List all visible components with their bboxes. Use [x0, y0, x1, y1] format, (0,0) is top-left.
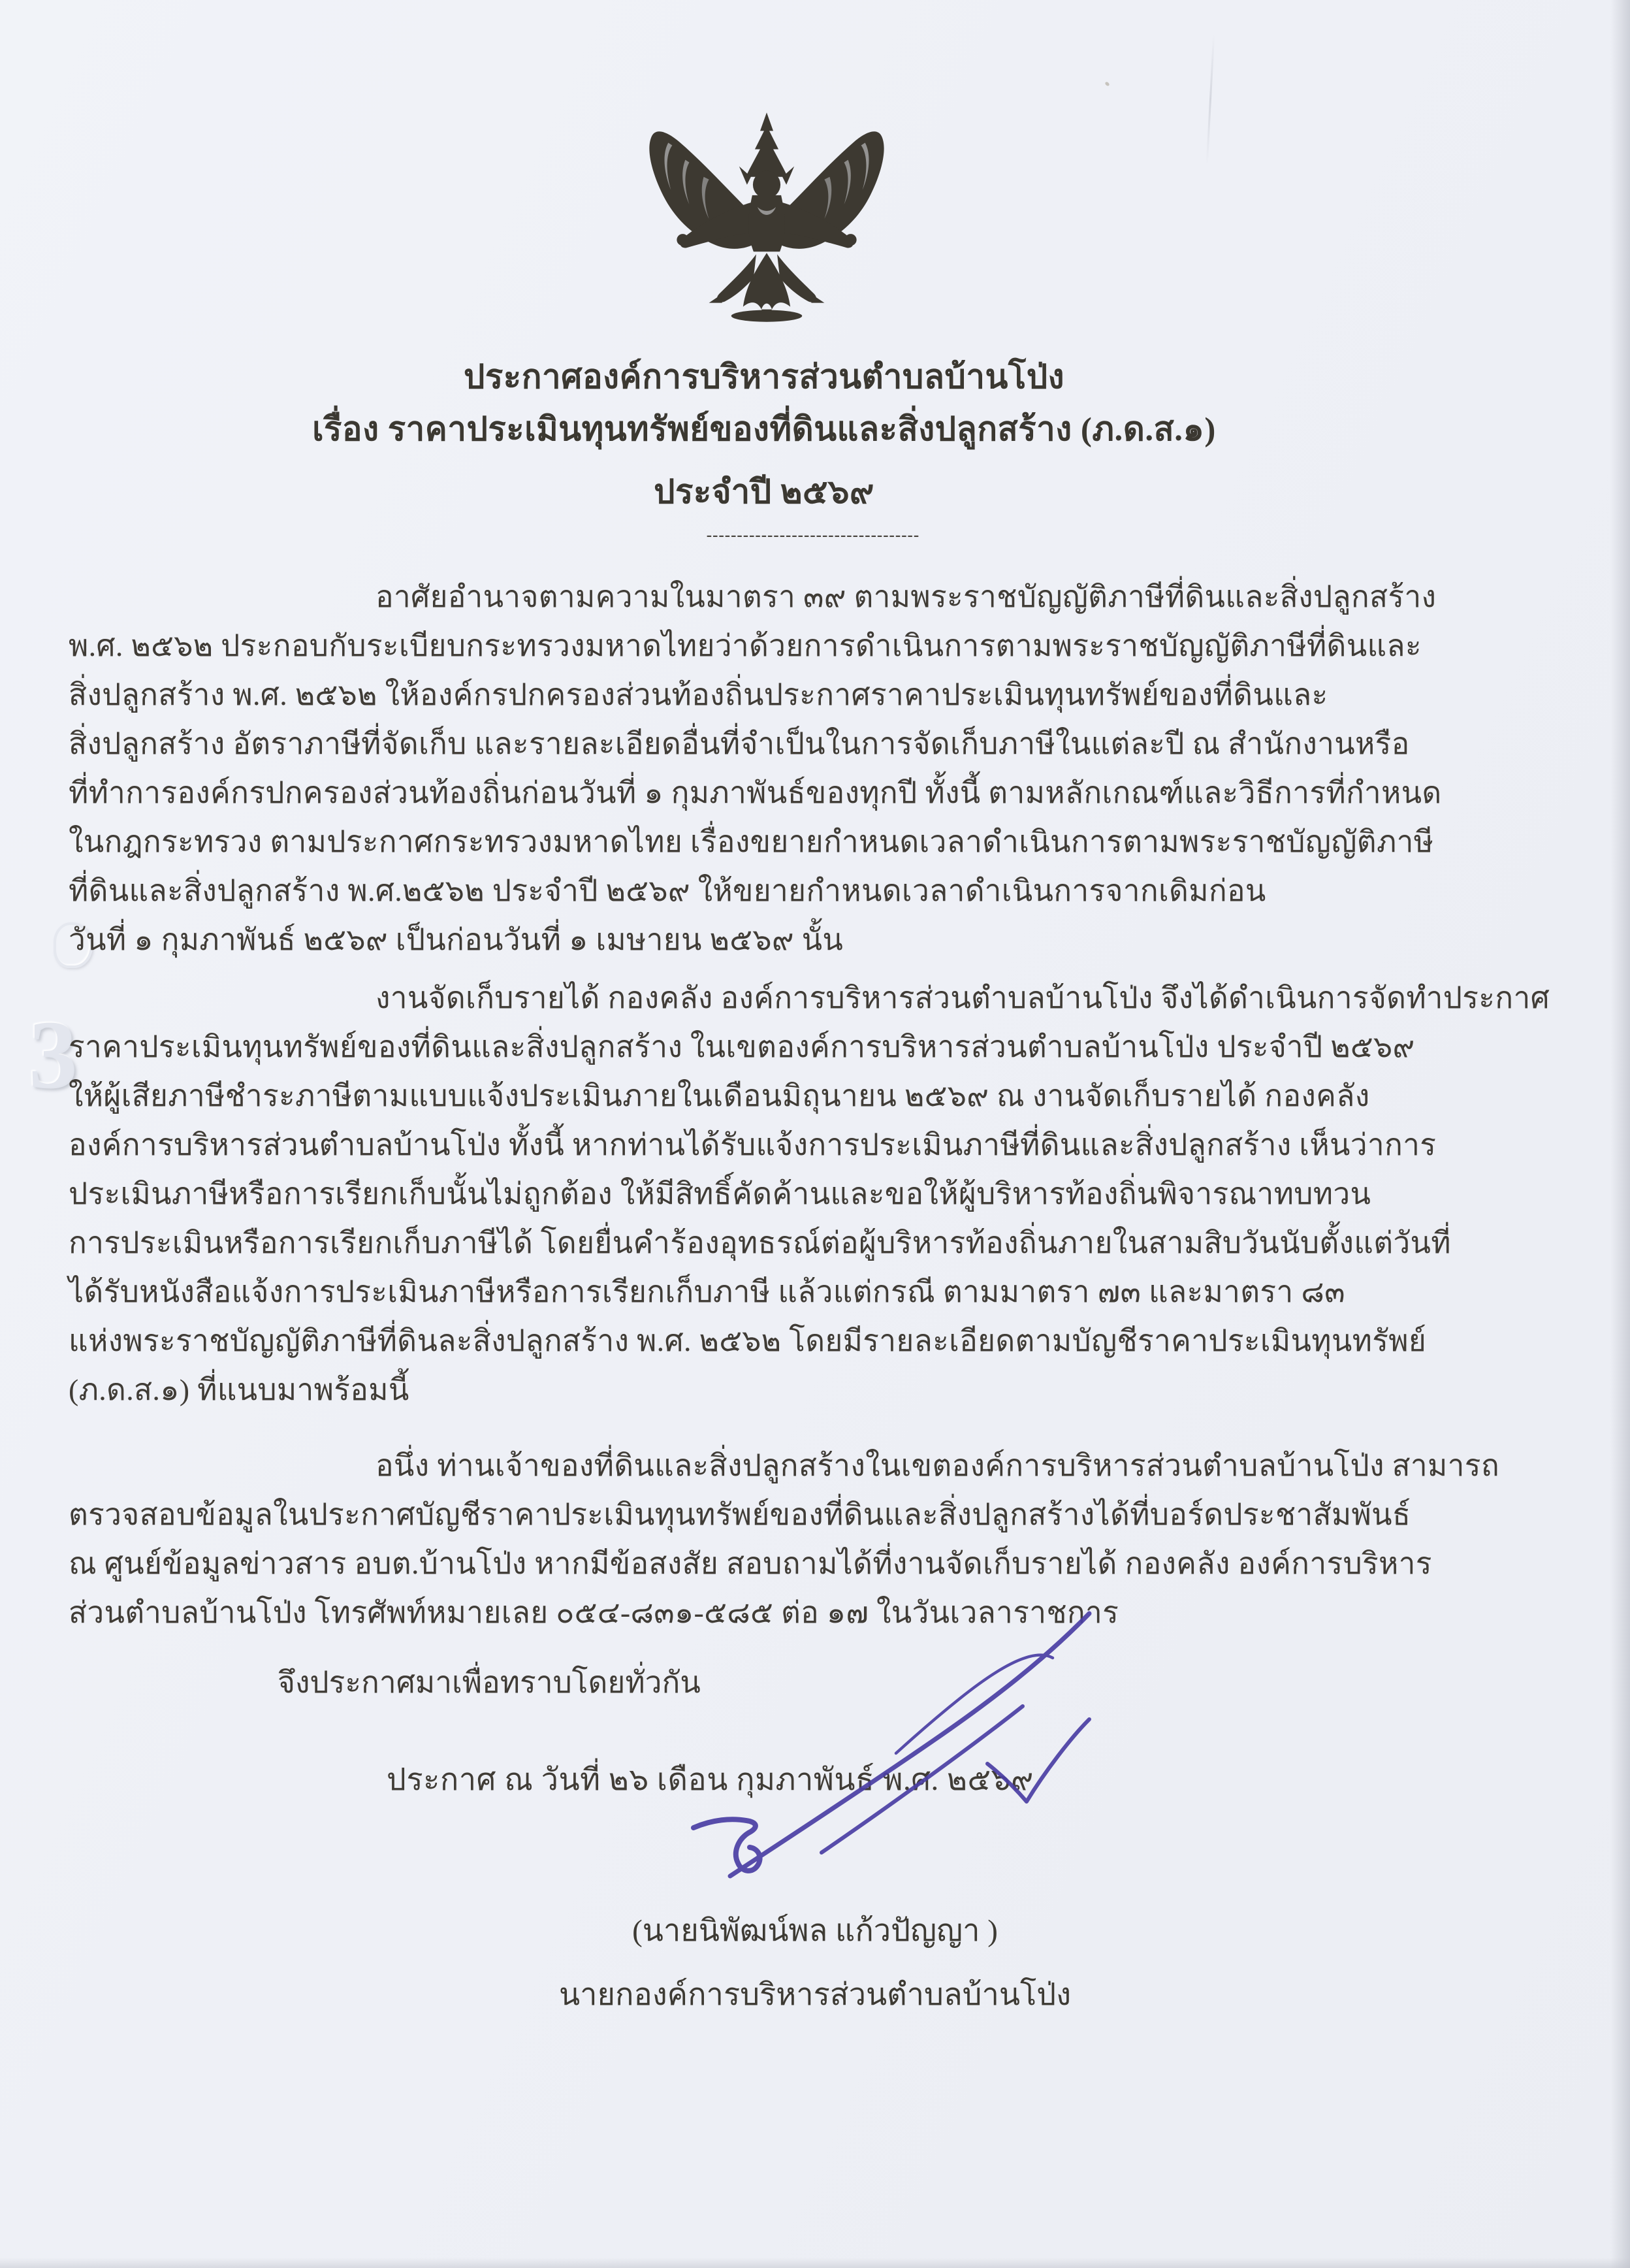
document-line: อาศัยอำนาจตามความในมาตรา ๓๙ ตามพระราชบัญญัติภาษีที่ดินและสิ่งปลูกสร้าง	[376, 580, 1437, 613]
paper-emboss-digit: 3	[29, 1001, 78, 1109]
closing-statement: จึงประกาศมาเพื่อทราบโดยทั่วกัน	[278, 1666, 701, 1699]
subject-line: เรื่อง ราคาประเมินทุนทรัพย์ของที่ดินและสิ่งปลูกสร้าง (ภ.ด.ส.๑)	[312, 412, 1216, 448]
document-line: ที่ดินและสิ่งปลูกสร้าง พ.ศ.๒๕๖๒ ประจำปี ๒๕๖๙ ให้ขยายกำหนดเวลาดำเนินการจากเดิมก่อน	[69, 874, 1266, 907]
fiscal-year-line: ประจำปี ๒๕๖๙	[654, 474, 874, 511]
document-line: วันที่ ๑ กุมภาพันธ์ ๒๕๖๙ เป็นก่อนวันที่ ๑ เมษายน ๒๕๖๙ นั้น	[69, 923, 844, 956]
document-line: ให้ผู้เสียภาษีชำระภาษีตามแบบแจ้งประเมินภายในเดือนมิถุนายน ๒๕๖๙ ณ งานจัดเก็บรายได้ กองคลัง	[69, 1079, 1370, 1112]
paragraph-assessment-details	[69, 973, 1565, 1414]
paper-edge-shadow-bottom	[0, 2258, 1630, 2268]
document-line: งานจัดเก็บรายได้ กองคลัง องค์การบริหารส่วนตำบลบ้านโป่ง จึงได้ดำเนินการจัดทำประกาศ	[376, 981, 1550, 1014]
document-line: ณ ศูนย์ข้อมูลข่าวสาร อบต.บ้านโป่ง หากมีข้อสงสัย สอบถามได้ที่งานจัดเก็บรายได้ กองคลัง องค์การบริหาร	[69, 1547, 1432, 1580]
paper-crease	[1206, 34, 1215, 165]
announcement-date-line: ประกาศ ณ วันที่ ๒๖ เดือน กุมภาพันธ์ พ.ศ. ๒๕๖๙	[387, 1763, 1034, 1797]
paragraph-legal-basis	[69, 572, 1565, 964]
document-line: สิ่งปลูกสร้าง อัตราภาษีที่จัดเก็บ และรายละเอียดอื่นที่จำเป็นในการจัดเก็บภาษีในแต่ละปี ณ สำนักงานหรือ	[69, 727, 1410, 760]
document-line: องค์การบริหารส่วนตำบลบ้านโป่ง ทั้งนี้ หากท่านได้รับแจ้งการประเมินภาษีที่ดินและสิ่งปลูกสร้าง เห็นว่าการ	[69, 1128, 1437, 1161]
dashed-separator: -----------------------------------	[706, 526, 920, 544]
document-line: ที่ทำการองค์กรปกครองส่วนท้องถิ่นก่อนวันที่ ๑ กุมภาพันธ์ของทุกปี ทั้งนี้ ตามหลักเกณฑ์และวิธีการที่กำหนด	[69, 776, 1442, 809]
document-line: ได้รับหนังสือแจ้งการประเมินภาษีหรือการเรียกเก็บภาษี แล้วแต่กรณี ตามมาตรา ๗๓ และมาตรา ๘๓	[69, 1275, 1345, 1308]
signer-name: (นายนิพัฒน์พล แก้วปัญญา )	[632, 1914, 998, 1948]
document-line: ในกฎกระทรวง ตามประกาศกระทรวงมหาดไทย เรื่องขยายกำหนดเวลาดำเนินการตามพระราชบัญญัติภาษี	[69, 825, 1434, 858]
document-line: การประเมินหรือการเรียกเก็บภาษีได้ โดยยื่นคำร้องอุทธรณ์ต่อผู้บริหารท้องถิ่นภายในสามสิบวันนับตั้งแต่วันที่	[69, 1226, 1451, 1259]
signer-title: นายกองค์การบริหารส่วนตำบลบ้านโป่ง	[558, 1978, 1072, 2012]
document-line: แห่งพระราชบัญญัติภาษีที่ดินละสิ่งปลูกสร้าง พ.ศ. ๒๕๖๒ โดยมีรายละเอียดตามบัญชีราคาประเมินทุนทรัพย์	[69, 1324, 1427, 1357]
page-title: ประกาศองค์การบริหารส่วนตำบลบ้านโป่ง	[463, 359, 1065, 396]
document-line: ส่วนตำบลบ้านโป่ง โทรศัพท์หมายเลย ๐๕๔-๘๓๑-๕๘๕ ต่อ ๑๗ ในวันเวลาราชการ	[69, 1596, 1119, 1629]
document-line: ตรวจสอบข้อมูลในประกาศบัญชีราคาประเมินทุนทรัพย์ของที่ดินและสิ่งปลูกสร้างได้ที่บอร์ดประชาสัมพันธ์	[69, 1498, 1411, 1531]
document-line: พ.ศ. ๒๕๖๒ ประกอบกับระเบียบกระทรวงมหาดไทยว่าด้วยการดำเนินการตามพระราชบัญญัติภาษีที่ดินและ	[69, 629, 1422, 662]
paper-speck	[1104, 81, 1110, 86]
document-line: ประเมินภาษีหรือการเรียกเก็บนั้นไม่ถูกต้อง ให้มีสิทธิ์คัดค้านและขอให้ผู้บริหารท้องถิ่นพิจารณาทบทวน	[69, 1177, 1371, 1210]
document-line: อนึ่ง ท่านเจ้าของที่ดินและสิ่งปลูกสร้างในเขตองค์การบริหารส่วนตำบลบ้านโป่ง สามารถ	[376, 1449, 1499, 1482]
document-line: สิ่งปลูกสร้าง พ.ศ. ๒๕๖๒ ให้องค์กรปกครองส่วนท้องถิ่นประกาศราคาประเมินทุนทรัพย์ของที่ดินและ	[69, 678, 1328, 711]
document-line: (ภ.ด.ส.๑) ที่แนบมาพร้อมนี้	[69, 1373, 409, 1406]
garuda-emblem-icon	[622, 106, 911, 334]
handwritten-signature-ink	[640, 1568, 1136, 1934]
document-line: ราคาประเมินทุนทรัพย์ของที่ดินและสิ่งปลูกสร้าง ในเขตองค์การบริหารส่วนตำบลบ้านโป่ง ประจำปี ๒๕๖๙	[69, 1030, 1415, 1063]
announcement-header	[0, 351, 1528, 519]
